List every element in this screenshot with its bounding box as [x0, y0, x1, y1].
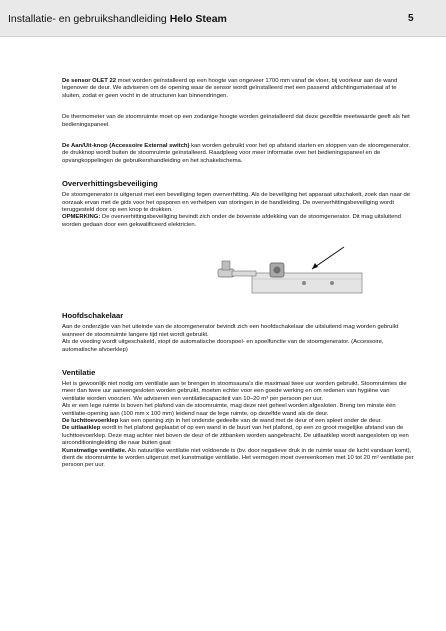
title-brand: Helo Steam — [169, 13, 227, 25]
overheat-note-text: De oververhittingsbeveiliging bevindt zich onder de bovenste afdekking van de stoomgenerator. Dit mag uitsluitend worden gedaan door een gekwalificeerd elektricien. — [62, 214, 401, 228]
steam-generator-illustration — [212, 243, 366, 297]
ventilation-paragraph-5 — [62, 448, 414, 470]
ventilation-heading: Ventilatie — [62, 367, 96, 377]
document-title — [8, 13, 227, 25]
pointer-arrow-head — [312, 263, 318, 269]
overheat-heading: Oververhittingsbeveiliging — [62, 179, 158, 189]
mainswitch-paragraph-2: Als de voeding wordt uitgeschakeld, stopt de automatische doorspoel- en spoelfunctie van de stoomgenerator. (Accessoire, automatische afvoerklep) — [62, 339, 384, 353]
pipe-icon — [232, 271, 256, 276]
ventilation-paragraph-2: Als er een lege ruimte is boven het plafond van de stoomruimte, mag deze niet geheel worden afgesloten. Breng ten minste één ventilatie-opening aan (100 mm x 100 mm) leidend naar de lege ruimte, op dezelfde wand als de deur. — [62, 403, 396, 417]
thermometer-paragraph: De thermometer van de stoomruimte moet op een zodanige hoogte worden geïnstalleerd dat deze gezelfde meetwaarde geeft als het bedieningspaneel. — [62, 114, 410, 128]
onoff-bold: De Aan/Uit-knop (Accessoire External switch) — [62, 143, 190, 150]
exhaust-text: wordt in het plafond geplaatst of op een wand in de buurt van het plafond, op een zo groot mogelijke afstand van de luchttoevoerklep. Deze mag achter niet boven de deur of de zitbanken worden aangebracht. De uitlaatklep wordt aangesloten op een airconditioningleiding die naar buiten gaat — [62, 425, 409, 447]
mainswitch-paragraph-1: Aan de onderzijde van het uiteinde van de stoomgenerator bevindt zich een hoofdschakelaar die uitsluitend mag worden gebruikt wanneer de stoomruimte langere tijd niet wordt gebruikt. — [62, 324, 399, 338]
generator-housing — [252, 273, 362, 293]
screw-icon — [302, 281, 306, 285]
screw-icon — [330, 281, 334, 285]
page-header — [0, 0, 446, 37]
valve-icon — [222, 261, 230, 270]
reset-button-icon — [274, 267, 281, 274]
page-number: 5 — [408, 13, 414, 24]
title-prefix: Installatie- en gebruikshandleiding — [8, 13, 170, 25]
ventilation-paragraph-4 — [62, 425, 414, 447]
ventilation-paragraph-3 — [62, 418, 414, 425]
artificial-ventilation-text: Als natuurlijke ventilatie niet voldoende is (bv. door negatieve druk in de ruimte waar de lucht vandaan komt), dient de stoomruimte te worden uitgerust met kunstmatige ventilatie. Het vermogen moet overeenkomen met 10 tot 20 m³ ventilatie per persoon per uur. — [62, 447, 414, 469]
onoff-text: kan worden gebruikt voor het op afstand starten en stoppen van de stoomgenerator. de drukknop wordt buiten de stoomruimte geïnstalleerd. Raadpleeg voor meer informatie over het bedieningspaneel en de opvangkoppelingen de gebruikershandleiding en het schakelschema. — [62, 143, 411, 164]
artificial-ventilation-label: Kunstmatige ventilatie. — [62, 447, 127, 454]
exhaust-label: De uitlaatklep — [62, 425, 101, 432]
overheat-paragraph: De stoomgenerator is uitgerust met een beveiliging tegen oververhitting. Als de beveiliging het apparaat uitschakelt, zoek dan naar de oorzaak ervan met de gids voor het opsporen en verhelpen van storingen in de handleiding. De oververhittingsbeveiliging wordt teruggesteld door op een knop te drukken. — [62, 192, 411, 214]
overheat-reset-figure — [212, 243, 366, 297]
ventilation-paragraph-1: Het is gewoonlijk niet nodig om ventilatie aan te brengen in stoomsauna's die maximaal twee uur worden gebruikt. Stoomruimtes die meer dan twee uur aaneengesloten worden gebruikt, moeten echter voor een goede werking en om redenen van hygiëne van ventilatie worden voorzien. We adviseren een ventilatiecapaciteit van 10–20 m³ per persoon per uur. — [62, 380, 407, 402]
overheat-note-label: OPMERKING: — [62, 214, 101, 221]
mainswitch-heading: Hoofdschakelaar — [62, 311, 124, 321]
sensor-paragraph — [62, 78, 414, 100]
document-body — [62, 78, 414, 470]
sensor-bold: De sensor OLET 22 — [62, 78, 117, 84]
sensor-text: moet worden geïnstalleerd op een hoogte van ongeveer 1700 mm vanaf de vloer, bij voorkeur aan de wand tegenover de deur. We adviseren om de opening waar de sensor wordt geïnstalleerd met een passend afdichtingsmateriaal af te sluiten, zodat er geen vocht in de structuren kan binnendringen. — [62, 78, 398, 99]
overheat-note — [62, 214, 414, 229]
air-inlet-text: kan een opening zijn in het onderste gedeelte van de wand met de deur of een spleet onder de deur. — [118, 417, 382, 424]
onoff-paragraph — [62, 143, 414, 165]
air-inlet-label: De luchttoevoerklep — [62, 417, 119, 424]
